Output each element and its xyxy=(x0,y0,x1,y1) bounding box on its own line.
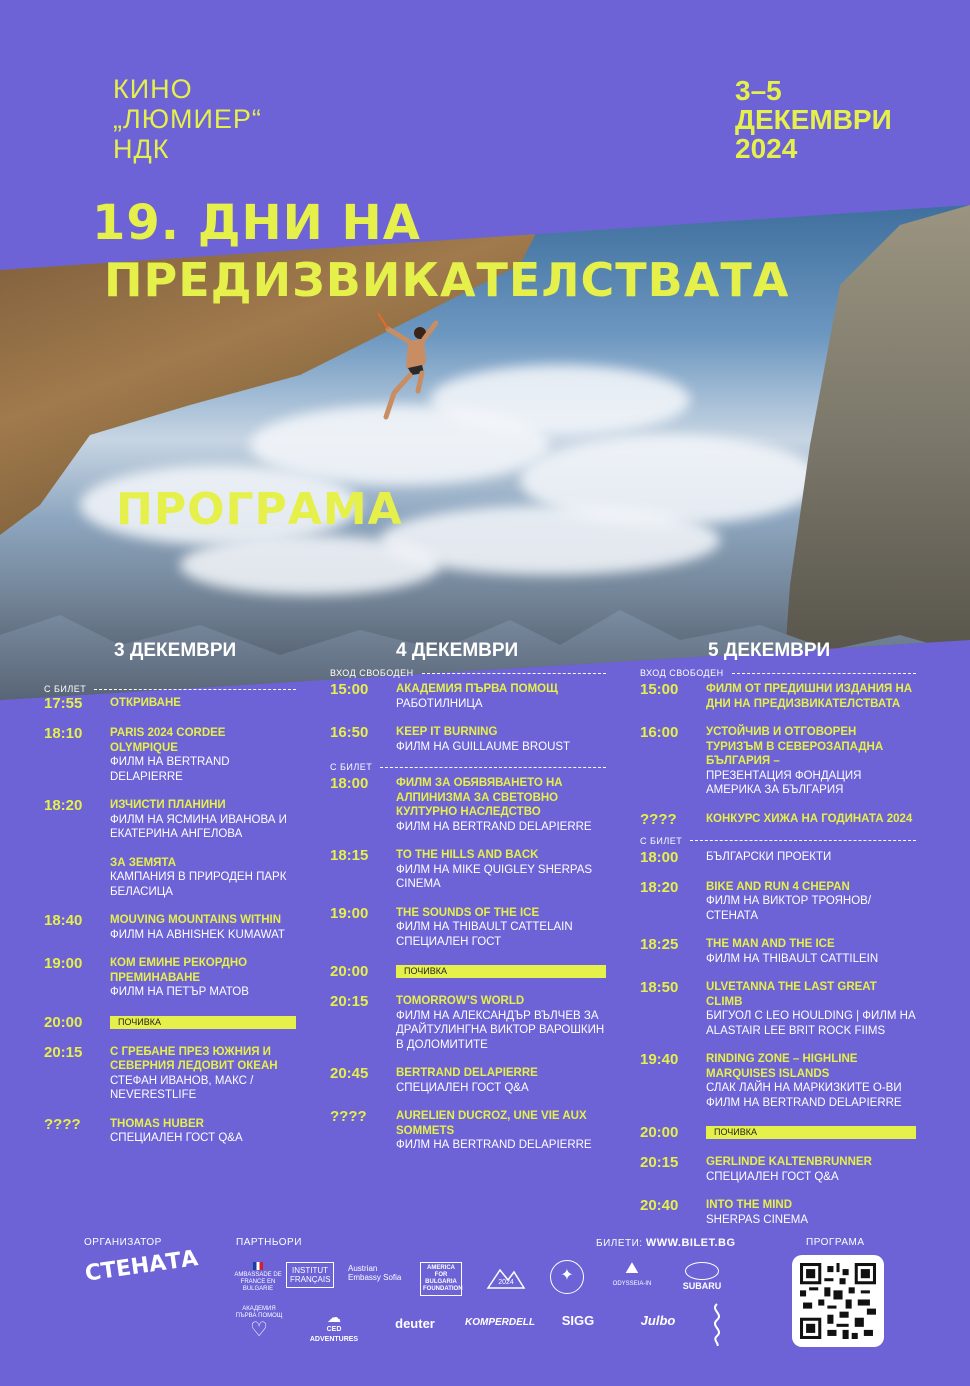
event-row xyxy=(330,906,606,950)
event-title: THE SOUNDS OF THE ICE xyxy=(396,906,540,919)
subaru-logo xyxy=(676,1262,728,1291)
program-qr-code[interactable] xyxy=(792,1255,884,1347)
logo-text: deuter xyxy=(395,1316,435,1331)
flag-icon xyxy=(253,1262,263,1270)
event-title: MOUVING MOUNTAINS WITHIN xyxy=(110,914,281,926)
section-note-text: ВХОД СВОБОДЕН xyxy=(640,668,724,678)
logo-text: АКАДЕМИЯ ПЪРВА ПОМОЩ xyxy=(235,1306,283,1319)
venue-line: КИНО xyxy=(113,74,193,104)
organizer-label: ОРГАНИЗАТОР xyxy=(84,1237,162,1248)
event-title: ULVETANNA THE LAST GREAT CLIMB xyxy=(706,981,877,1008)
event-details xyxy=(110,726,296,784)
logo-text: KOMPERDELL xyxy=(465,1317,535,1328)
event-row xyxy=(640,812,916,828)
day-column xyxy=(44,684,296,1160)
embassy-france-logo xyxy=(234,1262,282,1293)
event-time: 18:20 xyxy=(640,878,679,896)
event-time: 18:00 xyxy=(330,775,369,792)
tickets-link[interactable]: WWW.BILET.BG xyxy=(645,1237,736,1249)
event-details xyxy=(706,1198,808,1227)
venue-line: НДК xyxy=(113,134,170,164)
event-title: THOMAS HUBER xyxy=(110,1117,204,1130)
pause-time: 20:00 xyxy=(330,963,369,980)
event-info: БЪЛГАРСКИ ПРОЕКТИ xyxy=(706,850,832,863)
event-info: СПЕЦИАЛЕН ГОСТ Q&A xyxy=(706,1170,839,1183)
event-info: ФИЛМ НА ABHISHEK KUMAWAT xyxy=(110,928,285,941)
logo-text: ODYSSEIA-IN xyxy=(612,1281,652,1287)
program-heading: ПРОГРАМА xyxy=(116,484,403,535)
tickets-prefix: БИЛЕТИ: xyxy=(596,1238,643,1249)
logo-text: AMBASSADE DE FRANCE EN BULGARIE xyxy=(234,1272,282,1292)
event-details xyxy=(396,1109,606,1153)
event-row xyxy=(640,682,916,711)
event-details xyxy=(110,856,296,900)
event-time: 20:45 xyxy=(330,1065,369,1082)
julbo-logo xyxy=(620,1313,696,1328)
event-details xyxy=(706,812,912,828)
event-details xyxy=(396,725,570,754)
komperdell-logo xyxy=(462,1318,538,1327)
pause-time: 20:00 xyxy=(640,1124,679,1141)
day-heading: 5 ДЕКЕМВРИ xyxy=(708,640,831,661)
event-row xyxy=(330,994,606,1052)
deuter-logo xyxy=(382,1316,448,1332)
logo-text: SIGG xyxy=(561,1313,595,1328)
event-time: 15:00 xyxy=(640,681,679,698)
event-row xyxy=(44,913,296,942)
event-info: ФИЛМ НА ПЕТЪР МАТОВ xyxy=(110,986,249,998)
event-time: 18:10 xyxy=(44,725,83,742)
event-title: ФИЛМ ОТ ПРЕДИШНИ ИЗДАНИЯ НА ДНИ НА ПРЕДИЗВИКАТЕЛСТВАТА xyxy=(706,683,913,710)
event-row xyxy=(330,776,606,834)
venue-name xyxy=(113,74,262,164)
day-heading: 3 ДЕКЕМВРИ xyxy=(114,640,237,661)
event-title: PARIS 2024 CORDEE OLYMPIQUE xyxy=(110,727,226,754)
subaru-stars-icon xyxy=(685,1262,719,1280)
spiral-logo-icon xyxy=(708,1302,726,1346)
event-title: КОНКУРС ХИЖА НА ГОДИНАТА 2024 xyxy=(706,812,913,825)
odysseia-logo xyxy=(608,1260,656,1289)
event-details xyxy=(706,1052,916,1110)
event-time xyxy=(44,856,110,900)
event-title: GERLINDE KALTENBRUNNER xyxy=(706,1156,872,1168)
day-column xyxy=(640,668,916,1241)
event-title: ЗА ЗЕМЯТА xyxy=(110,856,177,869)
event-time: 15:00 xyxy=(330,681,369,698)
festival-dates xyxy=(735,76,892,163)
event-details xyxy=(706,937,878,966)
sigg-logo xyxy=(552,1313,604,1328)
event-time: ???? xyxy=(330,1108,367,1125)
event-row xyxy=(640,725,916,798)
pause-time: 20:00 xyxy=(44,1013,83,1031)
event-info: ФИЛМ НА АЛЕКСАНДЪР ВЪЛЧЕВ ЗА ДРАЙТУЛИНГНА ВИКТОР ВАРОШКИН В ДОЛОМИТИТЕ xyxy=(396,1009,605,1051)
section-note-text: С БИЛЕТ xyxy=(640,835,683,846)
pause-row xyxy=(44,1014,296,1031)
pause-row xyxy=(640,1124,916,1141)
event-title: ФИЛМ ЗА ОБЯВЯВАНЕТО НА АЛПИНИЗМА ЗА СВЕТОВНО КУЛТУРНО НАСЛЕДСТВО xyxy=(396,777,563,818)
event-row xyxy=(330,1109,606,1153)
event-title: TOMORROW’S WORLD xyxy=(396,995,525,1007)
event-time: 18:15 xyxy=(330,847,369,864)
dates-line: 2024 xyxy=(735,133,798,164)
event-details xyxy=(706,725,916,798)
event-info: SHERPAS CINEMA xyxy=(706,1213,809,1226)
event-row xyxy=(330,848,606,892)
event-row xyxy=(640,850,916,866)
event-details xyxy=(396,994,606,1052)
venue-line: „ЛЮМИЕР“ xyxy=(113,104,262,134)
event-info: ФИЛМ НА MIKE QUIGLEY SHERPAS CINEMA xyxy=(396,863,593,890)
event-time: 17:55 xyxy=(44,695,83,712)
event-row xyxy=(44,726,296,784)
title-line-2: ПРЕДИЗВИКАТЕЛСТВАТА xyxy=(104,253,790,307)
event-info: КАМПАНИЯ В ПРИРОДЕН ПАРК БЕЛАСИЦА xyxy=(110,871,287,898)
event-row xyxy=(44,956,296,1000)
logo-text: Austrian Embassy Sofia xyxy=(348,1264,402,1282)
peak-icon: ⛰ xyxy=(625,1260,639,1277)
cloud-icon: ☁ xyxy=(327,1309,341,1325)
svg-text:2024: 2024 xyxy=(498,1279,514,1286)
america-for-bulgaria-logo xyxy=(420,1262,462,1296)
event-time: 19:00 xyxy=(44,955,83,972)
section-note-text: ВХОД СВОБОДЕН xyxy=(330,668,414,678)
event-info: СПЕЦИАЛЕН ГОСТ Q&A xyxy=(110,1132,243,1144)
event-info: РАБОТИЛНИЦА xyxy=(396,697,483,710)
event-info: ФИЛМ НА THIBAULT CATTILEIN xyxy=(706,952,879,965)
event-time: 20:15 xyxy=(640,1154,679,1171)
event-details xyxy=(706,1155,872,1184)
section-note-text: С БИЛЕТ xyxy=(330,762,373,772)
partners-label: ПАРТНЬОРИ xyxy=(236,1237,302,1248)
section-note-text: С БИЛЕТ xyxy=(44,684,87,694)
event-title: BERTRAND DELAPIERRE xyxy=(396,1067,538,1079)
event-row xyxy=(640,980,916,1038)
event-details xyxy=(396,682,558,711)
day-column xyxy=(330,668,606,1167)
event-info: ФИЛМ НА ЯСМИНА ИВАНОВА И ЕКАТЕРИНА АНГЕЛОВА xyxy=(110,813,287,840)
event-title: RINDING ZONE – HIGHLINE MARQUISES ISLANDS xyxy=(706,1053,858,1080)
day-heading: 4 ДЕКЕМВРИ xyxy=(396,640,519,661)
event-time: 20:15 xyxy=(330,993,369,1010)
event-row xyxy=(330,725,606,754)
event-title: ОТКРИВАНЕ xyxy=(110,697,181,709)
event-title: THE MAN AND THE ICE xyxy=(706,938,835,950)
event-time: 19:00 xyxy=(330,904,369,922)
logo-text: INSTITUT FRANÇAIS xyxy=(290,1266,331,1284)
event-row xyxy=(640,937,916,966)
pause-bar: ПОЧИВКА xyxy=(110,1016,296,1029)
event-title: ИЗЧИСТИ ПЛАНИНИ xyxy=(110,799,226,811)
event-details xyxy=(706,850,831,866)
event-title: KEEP IT BURNING xyxy=(396,726,498,738)
qr-code-icon xyxy=(800,1263,876,1339)
event-row xyxy=(44,696,296,712)
mountain-event-logo xyxy=(486,1262,526,1292)
logo-text: Julbo xyxy=(640,1313,676,1328)
event-details xyxy=(396,906,606,950)
event-info: СТЕФАН ИВАНОВ, МАКС / NEVERESTLIFE xyxy=(110,1074,254,1101)
event-title: С ГРЕБАНЕ ПРЕЗ ЮЖНИЯ И СЕВЕРНИЯ ЛЕДОВИТ ОКЕАН xyxy=(110,1045,278,1072)
pause-bar: ПОЧИВКА xyxy=(396,965,606,978)
pause-row xyxy=(330,963,606,980)
event-row xyxy=(44,798,296,842)
event-title: INTO THE MIND xyxy=(706,1199,793,1211)
event-time: 18:50 xyxy=(640,979,679,996)
event-row xyxy=(44,1045,296,1103)
logo-text: SUBARU xyxy=(682,1281,722,1291)
event-title: AURELIEN DUCROZ, UNE VIE AUX SOMMETS xyxy=(396,1110,587,1137)
climber-icon xyxy=(378,313,438,423)
event-info: СПЕЦИАЛЕН ГОСТ Q&A xyxy=(396,1081,529,1094)
section-note xyxy=(330,668,606,678)
event-details xyxy=(706,880,916,924)
event-time: 20:40 xyxy=(640,1197,679,1214)
event-details xyxy=(110,1045,296,1103)
section-note xyxy=(44,684,296,694)
event-details xyxy=(396,776,606,834)
event-title: УСТОЙЧИВ И ОТГОВОРЕН ТУРИЗЪМ В СЕВЕРОЗАПАДНА БЪЛГАРИЯ – xyxy=(706,726,884,767)
title-line-1: 19. ДНИ НА xyxy=(92,195,421,251)
event-row xyxy=(330,1066,606,1095)
logo-text: CED ADVENTURES xyxy=(309,1326,359,1343)
austrian-embassy-logo xyxy=(348,1264,402,1282)
event-details xyxy=(110,696,181,712)
event-row xyxy=(640,1052,916,1110)
event-title: АКАДЕМИЯ ПЪРВА ПОМОЩ xyxy=(396,683,558,695)
event-time: 18:20 xyxy=(44,797,83,814)
event-time: 18:40 xyxy=(44,912,83,929)
event-info: ФИЛМ НА THIBAULT CATTELAIN СПЕЦИАЛЕН ГОСТ xyxy=(396,921,573,948)
event-time: 16:50 xyxy=(330,724,369,741)
event-time: 20:15 xyxy=(44,1043,83,1061)
event-info: ФИЛМ НА ВИКТОР ТРОЯНОВ/ СТЕНАТА xyxy=(706,895,872,922)
program-label: ПРОГРАМА xyxy=(806,1237,865,1248)
event-row xyxy=(44,856,296,900)
event-details xyxy=(706,980,916,1038)
section-note xyxy=(640,668,916,678)
event-details xyxy=(706,682,916,711)
institut-francais-logo xyxy=(286,1262,334,1288)
event-info: БИГУОЛ С LEO HOULDING | ФИЛМ НА ALASTAIR LEE BRIT ROCK FIIMS xyxy=(706,1010,916,1037)
section-note xyxy=(640,836,916,846)
akademia-logo xyxy=(232,1306,286,1340)
event-time: 19:40 xyxy=(640,1051,679,1068)
dates-line: ДЕКЕМВРИ xyxy=(735,104,892,135)
event-time: 18:25 xyxy=(640,936,679,953)
event-time: ???? xyxy=(640,810,677,828)
dates-line: 3–5 xyxy=(735,75,782,106)
event-row xyxy=(330,682,606,711)
event-info: ФИЛМ НА BERTRAND DELAPIERRE xyxy=(110,756,230,783)
event-title: TO THE HILLS AND BACK xyxy=(396,849,539,861)
event-details xyxy=(110,956,296,1000)
event-info: ФИЛМ НА BERTRAND DELAPIERRE xyxy=(396,1139,592,1151)
event-info: ФИЛМ НА BERTRAND DELAPIERRE xyxy=(396,820,592,833)
event-details xyxy=(110,913,285,942)
event-info: ПРЕЗЕНТАЦИЯ ФОНДАЦИЯ АМЕРИКА ЗА БЪЛГАРИЯ xyxy=(706,769,862,796)
organizer-logo: СТЕНАТА xyxy=(83,1246,200,1287)
event-info: ФИЛМ НА GUILLAUME BROUST xyxy=(396,740,571,753)
event-row xyxy=(44,1117,296,1146)
event-info: СЛАК ЛАЙН НА МАРКИЗКИТЕ О-ВИ ФИЛМ НА BERTRAND DELAPIERRE xyxy=(706,1082,902,1109)
event-time: 18:00 xyxy=(640,848,679,866)
mountain-icon xyxy=(486,1262,526,1292)
event-details xyxy=(110,1117,243,1146)
section-note xyxy=(330,762,606,772)
ced-adventures-logo xyxy=(302,1310,366,1344)
event-time: ???? xyxy=(44,1115,81,1133)
event-details xyxy=(396,1066,538,1095)
event-details xyxy=(396,848,606,892)
event-details xyxy=(110,798,296,842)
event-row xyxy=(640,1155,916,1184)
tickets-line xyxy=(596,1237,736,1249)
star-badge-icon: ✦ xyxy=(550,1260,584,1294)
pause-bar: ПОЧИВКА xyxy=(706,1126,916,1139)
event-row xyxy=(640,880,916,924)
event-time: 16:00 xyxy=(640,724,679,741)
event-title: BIKE AND RUN 4 CHEPAN xyxy=(706,880,850,893)
event-row xyxy=(640,1198,916,1227)
heart-icon: ♡ xyxy=(250,1319,268,1341)
event-title: КОМ ЕМИНЕ РЕКОРДНО ПРЕМИНАВАНЕ xyxy=(110,957,248,984)
logo-text: AMERICA FOR BULGARIA FOUNDATION xyxy=(423,1265,463,1292)
